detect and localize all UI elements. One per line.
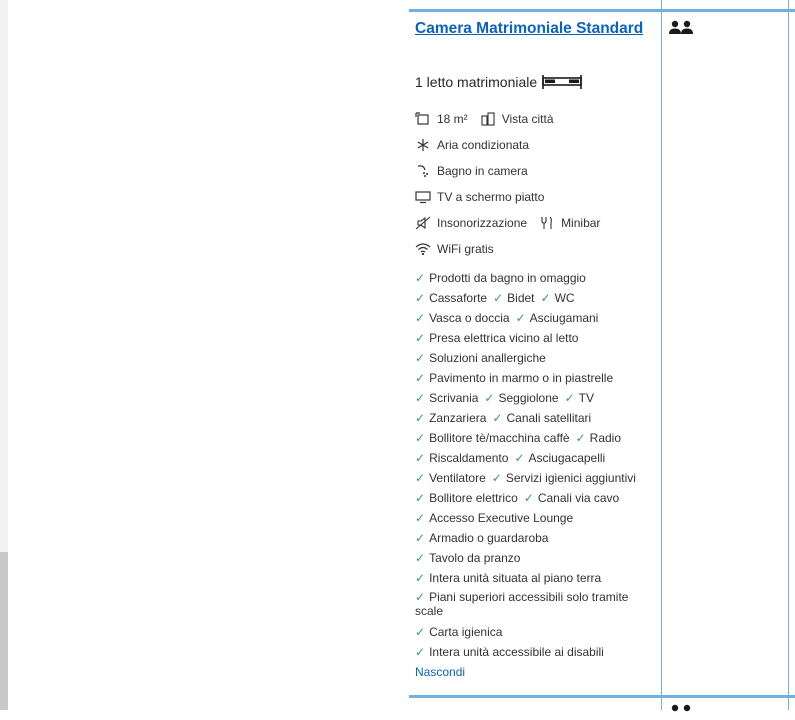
column-divider xyxy=(788,0,789,710)
amenity-item xyxy=(576,431,621,445)
check-icon: ✓ xyxy=(415,371,426,385)
check-icon: ✓ xyxy=(415,351,426,365)
amenities-list xyxy=(415,270,655,664)
amenity-row xyxy=(415,510,655,530)
amenity-item xyxy=(514,451,605,465)
facility-row-bath xyxy=(415,163,528,179)
check-icon: ✓ xyxy=(415,451,426,465)
amenity-label: Pavimento in marmo o in piastrelle xyxy=(429,371,614,385)
tv-label: TV a schermo piatto xyxy=(437,190,545,204)
amenity-item xyxy=(415,391,478,405)
check-icon: ✓ xyxy=(415,291,426,305)
amenity-label: Zanzariera xyxy=(429,411,487,425)
facility-row-wifi xyxy=(415,241,494,257)
amenity-row xyxy=(415,290,655,310)
amenity-row xyxy=(415,644,655,664)
amenity-row xyxy=(415,470,655,490)
check-icon: ✓ xyxy=(575,431,586,445)
room-title-link[interactable]: Camera Matrimoniale Standard xyxy=(415,20,644,37)
amenity-row xyxy=(415,570,655,590)
check-icon: ✓ xyxy=(415,431,426,445)
check-icon: ✓ xyxy=(415,391,426,405)
amenity-label: Tavolo da pranzo xyxy=(429,551,521,565)
check-icon: ✓ xyxy=(514,451,525,465)
hide-amenities-link[interactable]: Nascondi xyxy=(415,665,466,679)
amenity-item xyxy=(415,491,518,505)
amenity-label: Vasca o doccia xyxy=(429,311,510,325)
amenity-label: Radio xyxy=(589,431,622,445)
amenity-item xyxy=(415,551,520,565)
amenity-label: Ventilatore xyxy=(429,471,486,485)
amenity-label: Armadio o guardaroba xyxy=(429,531,549,545)
check-icon: ✓ xyxy=(415,531,426,545)
amenity-item xyxy=(415,331,578,345)
amenity-item xyxy=(415,431,570,445)
check-icon: ✓ xyxy=(540,291,551,305)
amenity-item xyxy=(415,311,510,325)
amenity-item xyxy=(492,471,636,485)
check-icon: ✓ xyxy=(415,590,426,604)
amenity-label: Carta igienica xyxy=(429,625,503,639)
check-icon: ✓ xyxy=(415,311,426,325)
check-icon: ✓ xyxy=(415,625,426,639)
wifi-label: WiFi gratis xyxy=(437,242,494,256)
ac-label: Aria condizionata xyxy=(437,138,530,152)
check-icon: ✓ xyxy=(415,331,426,345)
bath-label: Bagno in camera xyxy=(437,164,528,178)
left-scrollbar-track[interactable] xyxy=(0,0,8,710)
double-bed-icon xyxy=(541,74,583,90)
amenity-label: TV xyxy=(578,391,594,405)
amenity-row xyxy=(415,590,655,624)
amenity-row xyxy=(415,430,655,450)
amenity-row xyxy=(415,450,655,470)
amenity-label: Servizi igienici aggiuntivi xyxy=(505,471,636,485)
check-icon: ✓ xyxy=(415,645,426,659)
amenity-item xyxy=(415,590,628,618)
wifi-icon xyxy=(415,242,431,256)
amenity-row xyxy=(415,370,655,390)
facility-row-soundproof-minibar xyxy=(415,215,600,231)
amenity-label: Seggiolone xyxy=(498,391,559,405)
amenity-item xyxy=(565,391,594,405)
amenity-item xyxy=(415,471,486,485)
left-scrollbar-thumb[interactable] xyxy=(0,552,8,710)
two-persons-icon xyxy=(668,704,694,720)
amenity-label: Presa elettrica vicino al letto xyxy=(429,331,579,345)
amenity-label: Prodotti da bagno in omaggio xyxy=(429,271,586,285)
amenity-label: Bidet xyxy=(507,291,535,305)
check-icon: ✓ xyxy=(415,511,426,525)
two-persons-icon xyxy=(668,20,694,36)
tv-icon xyxy=(415,190,431,204)
amenity-label: Canali via cavo xyxy=(537,491,620,505)
amenity-row xyxy=(415,330,655,350)
amenity-label: Riscaldamento xyxy=(429,451,509,465)
room-size: 18 m² xyxy=(437,112,468,126)
column-divider xyxy=(661,0,662,710)
amenity-label: Bollitore tè/macchina caffè xyxy=(429,431,570,445)
amenity-label: WC xyxy=(554,291,575,305)
amenity-item xyxy=(541,291,575,305)
check-icon: ✓ xyxy=(415,571,426,585)
amenity-item xyxy=(415,291,487,305)
soundproof-label: Insonorizzazione xyxy=(437,216,528,230)
amenity-label: Scrivania xyxy=(429,391,479,405)
view-label: Vista città xyxy=(501,112,554,126)
amenity-label: Asciugacapelli xyxy=(528,451,606,465)
amenity-row xyxy=(415,310,655,330)
facility-row-tv xyxy=(415,189,544,205)
check-icon: ✓ xyxy=(493,291,504,305)
facility-row-ac xyxy=(415,137,529,153)
amenity-label: Soluzioni anallergiche xyxy=(429,351,546,365)
amenity-item xyxy=(484,391,558,405)
amenity-row xyxy=(415,530,655,550)
minibar-label: Minibar xyxy=(561,216,601,230)
bed-label: 1 letto matrimoniale xyxy=(415,74,538,90)
row-top-border xyxy=(409,9,795,12)
check-icon: ✓ xyxy=(415,491,426,505)
amenity-row xyxy=(415,270,655,290)
amenity-item xyxy=(415,351,546,365)
amenity-label: Intera unità situata al piano terra xyxy=(429,571,602,585)
amenity-row xyxy=(415,490,655,510)
amenity-item xyxy=(415,645,604,659)
check-icon: ✓ xyxy=(564,391,575,405)
check-icon: ✓ xyxy=(515,311,526,325)
row-bottom-border xyxy=(409,695,795,698)
check-icon: ✓ xyxy=(484,391,495,405)
amenity-item xyxy=(516,311,599,325)
amenity-row xyxy=(415,624,655,644)
amenity-item xyxy=(415,371,613,385)
check-icon: ✓ xyxy=(523,491,534,505)
check-icon: ✓ xyxy=(415,271,426,285)
amenity-item xyxy=(415,511,573,525)
soundproof-icon xyxy=(415,216,431,230)
amenity-item xyxy=(415,411,486,425)
bed-info xyxy=(415,73,583,91)
amenity-label: Intera unità accessibile ai disabili xyxy=(429,645,604,659)
amenity-item xyxy=(415,571,601,585)
snowflake-icon xyxy=(415,138,431,152)
amenity-label: Asciugamani xyxy=(529,311,599,325)
amenity-row xyxy=(415,390,655,410)
amenity-row xyxy=(415,550,655,570)
amenity-row xyxy=(415,350,655,370)
amenity-label: Bollitore elettrico xyxy=(429,491,518,505)
amenity-item xyxy=(493,291,534,305)
check-icon: ✓ xyxy=(415,411,426,425)
amenity-item xyxy=(415,451,508,465)
check-icon: ✓ xyxy=(415,551,426,565)
room-size-icon xyxy=(415,112,431,126)
check-icon: ✓ xyxy=(415,471,426,485)
amenity-label: Cassaforte xyxy=(429,291,488,305)
amenity-item xyxy=(415,531,548,545)
amenity-row xyxy=(415,410,655,430)
amenity-item xyxy=(415,625,502,639)
amenity-item xyxy=(492,411,591,425)
minibar-icon xyxy=(539,216,555,230)
facility-row-size-view xyxy=(415,111,554,127)
amenity-label: Piani superiori accessibili solo tramite scale xyxy=(415,590,629,618)
amenity-label: Canali satellitari xyxy=(506,411,592,425)
amenity-item xyxy=(415,271,586,285)
city-view-icon xyxy=(480,112,496,126)
shower-icon xyxy=(415,164,431,178)
amenity-label: Accesso Executive Lounge xyxy=(429,511,574,525)
amenity-item xyxy=(524,491,619,505)
check-icon: ✓ xyxy=(491,471,502,485)
check-icon: ✓ xyxy=(492,411,503,425)
